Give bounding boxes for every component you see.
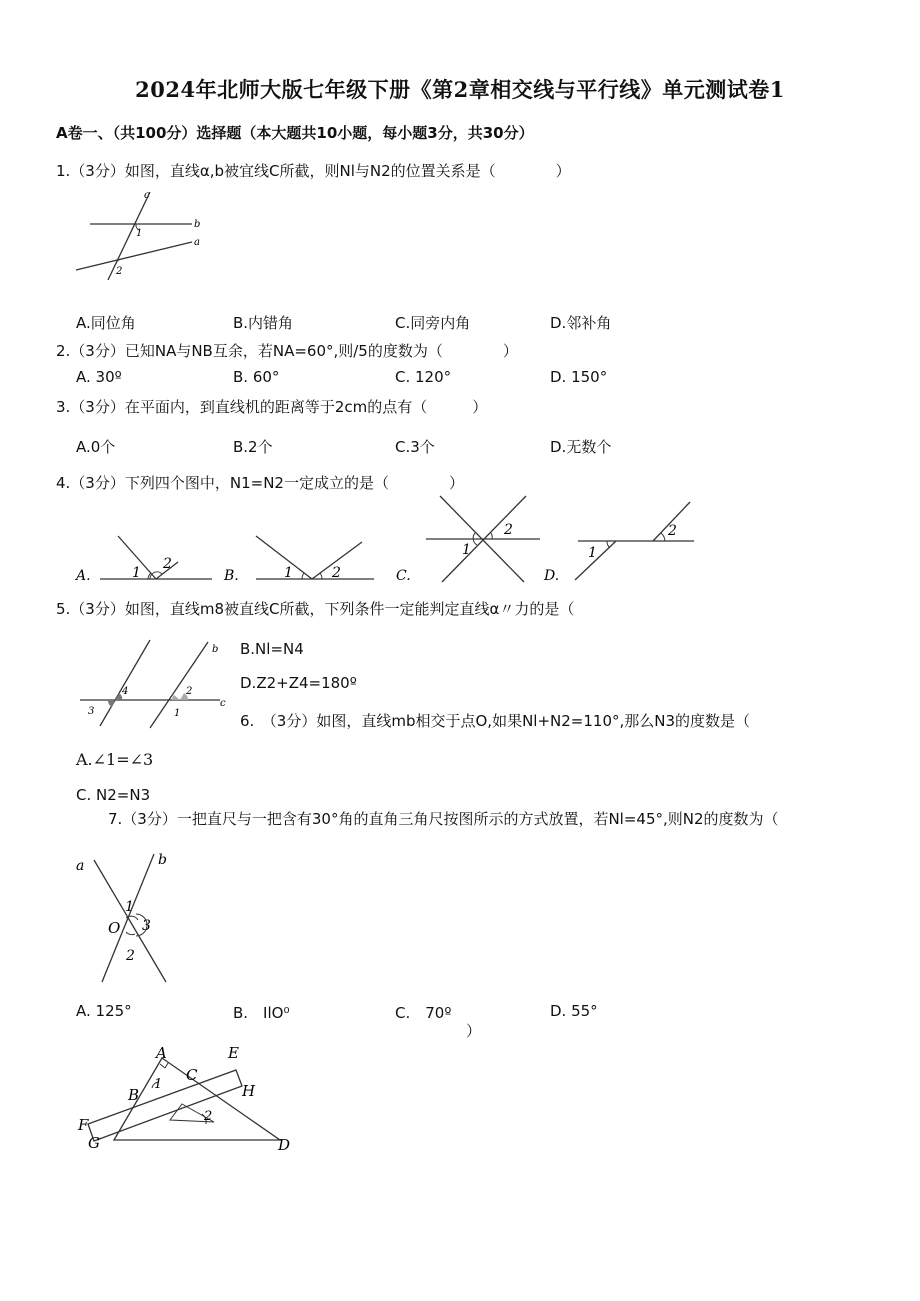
svg-text:C: C — [186, 1066, 198, 1084]
q6-option-d[interactable]: D. 55° — [550, 1002, 598, 1020]
q3-option-d[interactable]: D.无数个 — [550, 438, 612, 456]
question-6-stem: 6. （3分）如图，直线mb相交于点O,如果Nl+N2=110°,那么N3的度数是（ — [240, 712, 751, 730]
svg-text:1: 1 — [125, 899, 134, 915]
angle-2-label: 2 — [116, 266, 123, 277]
svg-text:1: 1 — [174, 708, 181, 719]
question-7-stem: 7.（3分）一把直尺与一把含有30°角的直角三角尺按图所示的方式放置，若Nl=45°,则N2的度数为（ — [108, 810, 779, 828]
label-c: c — [220, 698, 226, 709]
svg-text:3: 3 — [88, 706, 95, 717]
svg-text:1: 1 — [462, 542, 471, 558]
q6-option-a[interactable]: A. 125° — [76, 1002, 132, 1020]
q6-close-paren: ） — [466, 1022, 482, 1040]
label-a: a — [194, 237, 200, 248]
q3-option-b[interactable]: B.2个 — [233, 438, 273, 456]
label-o: O — [108, 919, 121, 937]
svg-text:2: 2 — [204, 1109, 213, 1124]
q2-option-d[interactable]: D. 150° — [550, 368, 608, 386]
q2-option-a[interactable]: A. 30º — [76, 368, 122, 386]
question-5-stem: 5.（3分）如图，直线m8被直线C所截，下列条件一定能判定直线α〃力的是（ — [56, 600, 575, 618]
q3-option-c[interactable]: C.3个 — [395, 438, 435, 456]
svg-text:G: G — [88, 1134, 100, 1152]
line-a — [76, 242, 192, 270]
q6-option-c[interactable]: C. 70º — [395, 1004, 452, 1022]
q5-option-a[interactable]: A.∠1=∠3 — [76, 750, 154, 769]
q2-option-b[interactable]: B. 60° — [233, 368, 280, 386]
question-1-stem: 1.（3分）如图，直线α,b被宜线C所截，则Nl与N2的位置关系是（ ） — [56, 162, 571, 180]
q1-option-a[interactable]: A.同位角 — [76, 314, 136, 332]
q1-option-d[interactable]: D.邻补角 — [550, 314, 612, 332]
question-3-stem: 3.（3分）在平面内，到直线机的距离等于2cm的点有（ ） — [56, 398, 488, 416]
q4-letter-d: D. — [544, 568, 560, 584]
svg-text:1: 1 — [132, 565, 141, 581]
q4-letter-c: C. — [396, 568, 411, 584]
q2-option-c[interactable]: C. 120° — [395, 368, 452, 386]
question-7-figure — [74, 1044, 298, 1154]
svg-text:F: F — [78, 1116, 89, 1134]
q5-option-b[interactable]: B.Nl=N4 — [240, 640, 304, 658]
q4-letter-b: B. — [224, 568, 239, 584]
angle-1-label: 1 — [136, 228, 143, 239]
svg-text:4: 4 — [122, 686, 129, 697]
question-5-figure — [74, 636, 234, 730]
question-6-figure — [72, 848, 182, 988]
line-c — [108, 192, 150, 280]
q5-option-c[interactable]: C. N2=N3 — [76, 786, 151, 804]
q1-option-c[interactable]: C.同旁内角 — [395, 314, 471, 332]
svg-text:H: H — [242, 1082, 256, 1100]
label-b: b — [212, 644, 219, 655]
svg-text:2: 2 — [126, 948, 135, 964]
label-b: b — [158, 852, 167, 868]
svg-text:1: 1 — [588, 545, 597, 561]
question-1-figure — [68, 186, 208, 282]
label-a: a — [76, 858, 85, 874]
q1-option-b[interactable]: B.内错角 — [233, 314, 294, 332]
page-title: 2024年北师大版七年级下册《第2章相交线与平行线》单元测试卷1 — [135, 77, 785, 102]
line-a — [100, 640, 150, 726]
question-2-stem: 2.（3分）已知NA与NB互余，若NA=60°,则/5的度数为（ ） — [56, 342, 518, 360]
question-4-figures — [70, 492, 710, 588]
ruler — [88, 1070, 242, 1141]
svg-text:D: D — [278, 1136, 291, 1154]
q6-option-b[interactable]: B. IlO⁰ — [233, 1004, 290, 1022]
q4-letter-a: A. — [76, 568, 91, 584]
svg-text:2: 2 — [186, 686, 193, 697]
svg-text:1: 1 — [154, 1077, 163, 1092]
svg-text:1: 1 — [284, 565, 293, 581]
section-heading: A卷一、（共100分）选择题（本大题共10小题，每小题3分，共30分） — [56, 124, 534, 142]
label-c: c — [144, 190, 150, 201]
svg-text:2: 2 — [163, 556, 172, 572]
label-b: b — [194, 219, 201, 230]
question-4-stem: 4.（3分）下列四个图中，N1=N2一定成立的是（ ） — [56, 474, 464, 492]
q3-option-a[interactable]: A.0个 — [76, 438, 116, 456]
svg-text:E: E — [228, 1044, 239, 1062]
svg-text:2: 2 — [504, 522, 513, 538]
svg-text:A: A — [156, 1044, 167, 1062]
svg-text:B: B — [128, 1086, 140, 1104]
q5-option-d[interactable]: D.Z2+Z4=180º — [240, 674, 357, 692]
svg-text:2: 2 — [332, 565, 341, 581]
svg-text:2: 2 — [668, 523, 677, 539]
svg-text:3: 3 — [142, 918, 151, 934]
